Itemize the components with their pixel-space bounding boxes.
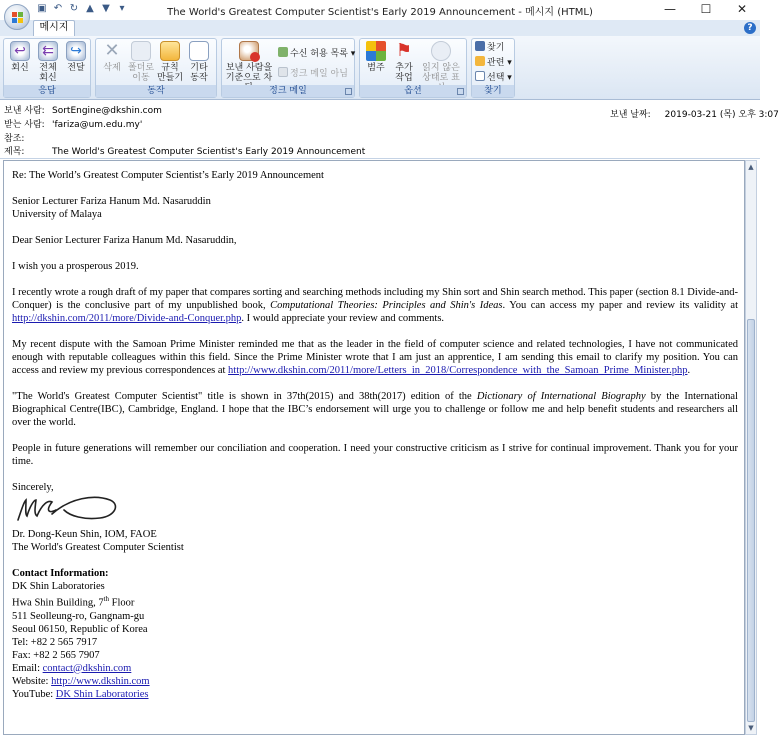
- ribbon-group-label: 응답: [4, 85, 90, 97]
- find-button[interactable]: 찾기: [475, 41, 504, 54]
- related-icon: [475, 56, 485, 66]
- create-rule-button[interactable]: 규칙 만들기: [156, 41, 184, 83]
- reply-button[interactable]: ↩ 회신: [11, 43, 29, 73]
- contact-block: Contact Information: DK Shin Laboratories Hwa Shin Building, 7th Floor 511 Seolleung-ro, Gangnam-gu Seoul 06150, Republic of Korea Tel: +82 2 565 7917 Fax: +82 2 565 7907 Email: contact@dkshin.com Website: http://www.dkshin.com YouTube: DK Shin Laboratories: [12, 568, 150, 700]
- ribbon: [0, 36, 760, 100]
- help-icon[interactable]: ?: [744, 22, 756, 34]
- next-item-icon[interactable]: ▼: [102, 3, 110, 14]
- message-headers: [0, 101, 779, 159]
- ribbon-group-actions: [95, 38, 217, 98]
- email-link[interactable]: contact@dkshin.com: [42, 662, 132, 674]
- reply-all-button[interactable]: ⇇ 전체 회신: [39, 43, 57, 83]
- maximize-button[interactable]: ☐: [700, 2, 712, 16]
- salutation: Dear Senior Lecturer Fariza Hanum Md. Nasaruddin,: [12, 235, 237, 246]
- recipient-block: Senior Lecturer Fariza Hanum Md. Nasaruddin University of Malaya: [12, 196, 211, 220]
- correspondence-link[interactable]: http://www.dkshin.com/2011/more/Letters_in_2018/Correspondence_with_the_Samoan_Prime_Minister.php: [228, 365, 688, 376]
- ribbon-group-respond: [3, 38, 91, 98]
- block-sender-button[interactable]: 보낸 사람을 기준으로 차: [224, 41, 274, 93]
- envelope-icon: [431, 41, 451, 61]
- close-button[interactable]: ✕: [736, 2, 748, 16]
- other-actions-button[interactable]: 기타 동작: [185, 41, 213, 83]
- customize-qat-icon[interactable]: ▾: [119, 3, 125, 14]
- scroll-up-icon[interactable]: ▲: [748, 163, 754, 171]
- ribbon-group-options: [359, 38, 467, 98]
- paragraph-4: "The World's Greatest Computer Scientist" title is shown in 37th(2015) and 38th(2017) edition of the Dictionary of International Biography by the International Biographical Centre(IBC), Cambridge, England. I hope that the IBC’s endorsement will urge you to challenge or follow me and help benefit students and researchers all over the world.: [12, 391, 738, 428]
- re-line: Re: The World’s Greatest Computer Scientist’s Early 2019 Announcement: [12, 170, 324, 181]
- undo-icon[interactable]: ↶: [53, 3, 63, 14]
- safe-senders-button[interactable]: 수신 허용 목록 ▾: [278, 47, 355, 60]
- cc-row: 참조:: [4, 134, 25, 144]
- dialog-launcher-icon[interactable]: [457, 88, 464, 95]
- binoculars-icon: [475, 41, 485, 51]
- reply-icon: ↩: [10, 41, 30, 61]
- youtube-link[interactable]: DK Shin Laboratories: [55, 688, 149, 700]
- ribbon-group-label: 옵션: [360, 85, 466, 97]
- paragraph-1: I wish you a prosperous 2019.: [12, 261, 139, 272]
- delete-icon: ✕: [104, 40, 120, 61]
- window-title: The World's Greatest Computer Scientist's Early 2019 Announcement - 메시지 (HTML): [167, 7, 593, 18]
- office-logo-icon: [12, 12, 24, 24]
- related-button[interactable]: 관련 ▾: [475, 56, 512, 69]
- forward-icon: ↪: [66, 41, 86, 61]
- folder-icon: [131, 41, 151, 61]
- message-body[interactable]: [3, 160, 745, 735]
- previous-item-icon[interactable]: ▲: [86, 3, 94, 14]
- sent-date: 보낸 날짜: 2019-03-21 (목) 오후 3:07: [610, 110, 779, 120]
- redo-icon[interactable]: ↻: [69, 3, 79, 14]
- dialog-launcher-icon[interactable]: [345, 88, 352, 95]
- block-sender-icon: [239, 41, 259, 61]
- to-value[interactable]: 'fariza@um.edu.my': [52, 120, 143, 130]
- closing: Sincerely,: [12, 482, 54, 493]
- sender-block: Dr. Dong-Keun Shin, IOM, FAOE The World's Greatest Computer Scientist: [12, 529, 184, 553]
- subject-value: The World's Greatest Computer Scientist's Early 2019 Announcement: [52, 147, 366, 157]
- ribbon-group-label: 동작: [96, 85, 216, 97]
- from-row: 보낸 사람: SortEngine@dkshin.com: [4, 106, 162, 116]
- not-junk-button[interactable]: 정크 메일 아님: [278, 67, 348, 80]
- vertical-scrollbar[interactable]: [745, 160, 757, 735]
- delete-button[interactable]: ✕ 삭제: [103, 40, 121, 73]
- ribbon-group-find: [471, 38, 515, 98]
- scroll-thumb[interactable]: [747, 319, 755, 722]
- follow-up-button[interactable]: ⚑ 추가 작업: [395, 40, 413, 83]
- minimize-button[interactable]: —: [664, 2, 676, 16]
- select-button[interactable]: 선택 ▾: [475, 71, 512, 84]
- other-actions-icon: [189, 41, 209, 61]
- from-value[interactable]: SortEngine@dkshin.com: [52, 106, 162, 116]
- select-icon: [475, 71, 485, 81]
- office-button[interactable]: [4, 4, 30, 30]
- mark-unread-button[interactable]: 읽지 않은 상태로 표: [418, 41, 464, 93]
- paragraph-3: My recent dispute with the Samoan Prime Minister reminded me that as the leader in the field of computer science and related technologies, I have not communicated enough with reputable colleagues within this field. Since the Prime Minister wrote that I am just an apprentice, I am sending this email to clarify my position. You can access and review my previous correspondences at http://www.dkshin.com/2011/more/Letters_in_2018/Correspondence_with_the_Samoan_Prime_Minister.php.: [12, 339, 738, 376]
- save-icon[interactable]: ▣: [37, 3, 47, 14]
- tab-message[interactable]: 메시지: [33, 20, 75, 36]
- scroll-down-icon[interactable]: ▼: [748, 724, 754, 732]
- reply-all-icon: ⇇: [38, 41, 58, 61]
- ribbon-group-junk: [221, 38, 355, 98]
- website-link[interactable]: http://www.dkshin.com: [51, 675, 150, 687]
- to-row: 받는 사람: 'fariza@um.edu.my': [4, 120, 143, 130]
- rule-icon: [160, 41, 180, 61]
- title-bar: [0, 0, 760, 20]
- categorize-icon: [366, 41, 386, 61]
- categorize-button[interactable]: 범주: [362, 41, 390, 73]
- ribbon-tab-row: [0, 20, 760, 36]
- safe-senders-icon: [278, 47, 288, 57]
- ribbon-group-label: 정크 메일: [222, 85, 354, 97]
- move-to-folder-button[interactable]: 폴더로 이동: [127, 41, 155, 83]
- paragraph-5: People in future generations will remember our conciliation and cooperation. I need your constructive criticism as I strive for continual improvement. Thank you for your time.: [12, 443, 738, 467]
- ribbon-group-label: 찾기: [472, 85, 514, 97]
- subject-row: 제목: The World's Greatest Computer Scientist's Early 2019 Announcement: [4, 147, 366, 157]
- forward-button[interactable]: ↪ 전달: [67, 43, 85, 73]
- signature-image: [12, 492, 122, 526]
- flag-icon: ⚑: [395, 40, 413, 61]
- paragraph-2: I recently wrote a rough draft of my paper that compares sorting and searching methods including my Shin sort and Shin search method. This paper (section 8.1 Divide-and-Conquer) is the conclusive part of my unpublished book, Computational Theories: Principles and Shin's Ideas. You can access my paper and review its validity at http://dkshin.com/2011/more/Divide-and-Conquer.php. I would appreciate your review and comments.: [12, 287, 738, 324]
- divide-and-conquer-link[interactable]: http://dkshin.com/2011/more/Divide-and-Conquer.php: [12, 313, 242, 324]
- not-junk-icon: [278, 67, 288, 77]
